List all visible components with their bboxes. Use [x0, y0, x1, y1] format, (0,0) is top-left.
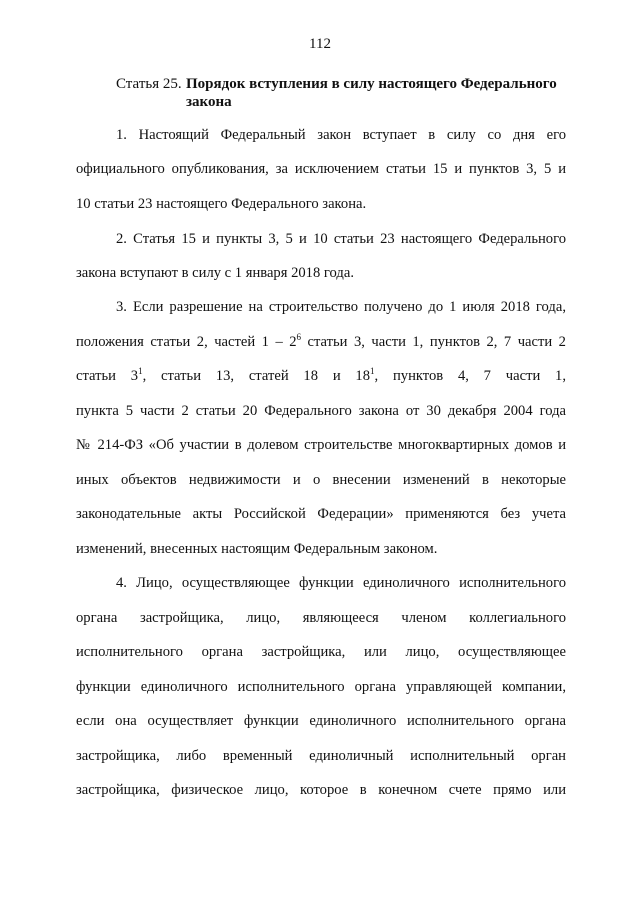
- text-run: положения статьи 2, частей 1 – 2: [76, 334, 297, 350]
- text-line: иных объектов недвижимости и о внесении изменений в некоторые: [76, 472, 566, 488]
- text-line: пункта 5 части 2 статьи 20 Федерального закона от 30 декабря 2004 года: [76, 403, 566, 419]
- text-line: застройщика, либо временный единоличный исполнительный орган: [76, 748, 566, 764]
- superscript: 1: [138, 366, 143, 376]
- superscript: 6: [296, 332, 302, 342]
- text-line: официального опубликования, за исключением статьи 15 и пунктов 3, 5 и: [76, 161, 566, 177]
- article-title: Порядок вступления в силу настоящего Федерального закона: [186, 76, 557, 110]
- article-label: Статья 25.: [116, 76, 182, 92]
- text-line: 4. Лицо, осуществляющее функции единоличного исполнительного: [116, 575, 566, 591]
- text-line: застройщика, физическое лицо, которое в конечном счете прямо или: [76, 782, 566, 798]
- page-number: 112: [309, 36, 331, 52]
- text-run: статьи 3, части 1, пунктов 2, 7 части 2: [301, 334, 566, 350]
- text-line: 1. Настоящий Федеральный закон вступает в силу со дня его: [116, 127, 566, 143]
- superscript: 1: [370, 366, 375, 376]
- text-run: статьи 3: [76, 368, 139, 384]
- text-line: [76, 334, 566, 351]
- text-line: закона вступают в силу с 1 января 2018 года.: [76, 265, 354, 281]
- text-line: № 214-ФЗ «Об участии в долевом строительстве многоквартирных домов и: [76, 437, 566, 453]
- text-line: функции единоличного исполнительного органа управляющей компании,: [76, 679, 566, 695]
- text-line: законодательные акты Российской Федерации» применяются без учета: [76, 506, 566, 522]
- text-run: , статьи 13, статей 18 и 18: [142, 368, 371, 384]
- text-run: , пунктов 4, 7 части 1,: [374, 368, 566, 384]
- text-line: 2. Статья 15 и пункты 3, 5 и 10 статьи 23 настоящего Федерального: [116, 231, 566, 247]
- text-line: 3. Если разрешение на строительство получено до 1 июля 2018 года,: [116, 299, 566, 315]
- text-line: исполнительного органа застройщика, или лицо, осуществляющее: [76, 644, 566, 660]
- text-line: изменений, внесенных настоящим Федеральным законом.: [76, 541, 438, 557]
- text-line: 10 статьи 23 настоящего Федерального закона.: [76, 196, 367, 212]
- text-line: органа застройщика, лицо, являющееся членом коллегиального: [76, 610, 566, 626]
- text-line: если она осуществляет функции единоличного исполнительного органа: [76, 713, 566, 729]
- text-line: [76, 368, 566, 385]
